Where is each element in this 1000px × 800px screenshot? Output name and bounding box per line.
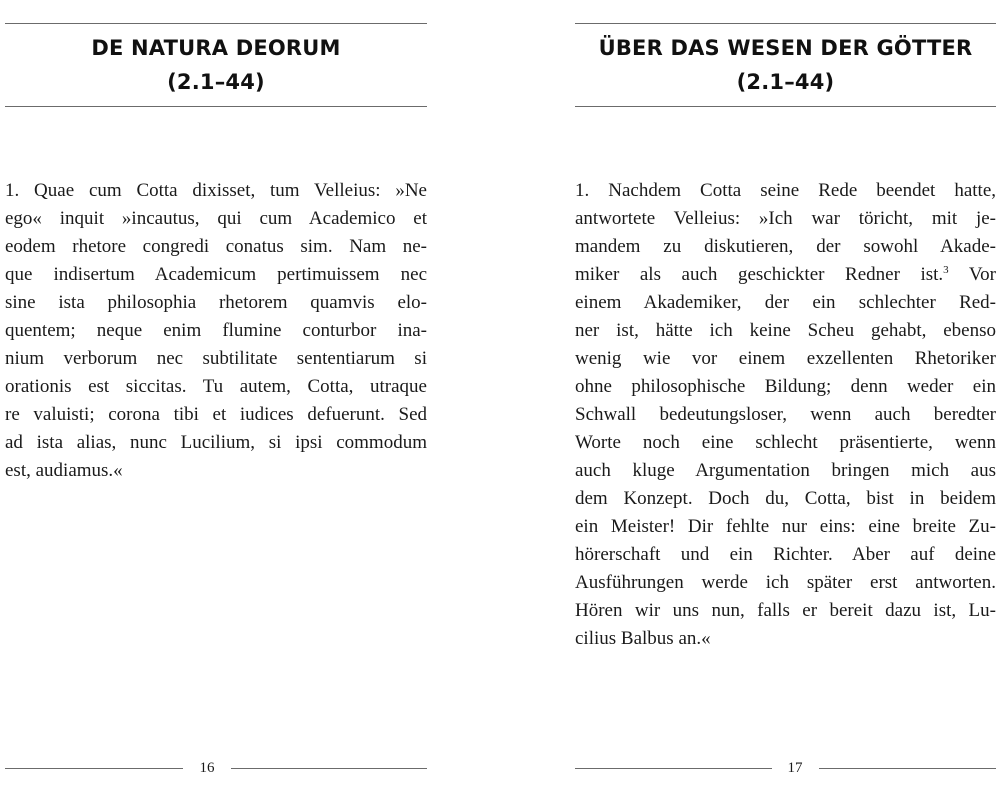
text-line: Hören wir uns nun, falls er bereit dazu ist, Lu- <box>575 600 996 621</box>
header-rule-bottom <box>575 106 996 107</box>
text-line: quentem; neque enim flumine conturbor ina- <box>5 320 427 341</box>
text-line: dem Konzept. Doch du, Cotta, bist in beidem <box>575 488 996 509</box>
page-footer <box>5 757 427 779</box>
text-line: Schwall bedeutungsloser, wenn auch beredter <box>575 404 996 425</box>
text-line: Ausführungen werde ich später erst antworten. <box>575 572 996 593</box>
text-line: eodem rhetore congredi conatus sim. Nam ne- <box>5 236 427 257</box>
german-paragraph <box>575 177 996 653</box>
footer-rule-right <box>819 768 996 769</box>
text-line: que indisertum Academicum pertimuissem nec <box>5 264 427 285</box>
text-line: sine ista philosophia rhetorem quamvis elo- <box>5 292 427 313</box>
page-footer <box>575 757 996 779</box>
section-range: (2.1–44) <box>736 70 835 94</box>
header-rule-top <box>5 23 427 24</box>
right-page <box>575 0 996 800</box>
text-line-with-footnote <box>575 261 996 289</box>
section-range: (2.1–44) <box>167 70 265 94</box>
text-line: cilius Balbus an.« <box>575 628 711 649</box>
footnote-mark: 3 <box>943 264 949 276</box>
text-line: re valuisti; corona tibi et iudices defuerunt. Sed <box>5 404 427 425</box>
page-title: DE NATURA DEORUM <box>91 36 341 60</box>
text-line: orationis est siccitas. Tu autem, Cotta, utraque <box>5 376 427 397</box>
header-rule-top <box>575 23 996 24</box>
text-line: hörerschaft und ein Richter. Aber auf deine <box>575 544 996 565</box>
text-line: nium verborum nec subtilitate sententiarum si <box>5 348 427 369</box>
text-line: 1. Nachdem Cotta seine Rede beendet hatte, <box>575 180 996 201</box>
text-line: auch kluge Argumentation bringen mich aus <box>575 460 996 481</box>
text-line: ein Meister! Dir fehlte nur eins: eine breite Zu- <box>575 516 996 537</box>
header-rule-bottom <box>5 106 427 107</box>
text-line: ego« inquit »incautus, qui cum Academico et <box>5 208 427 229</box>
page-number: 17 <box>787 760 803 776</box>
page-number: 16 <box>199 760 215 776</box>
text-line: 1. Quae cum Cotta dixisset, tum Velleius: »Ne <box>5 180 427 201</box>
footer-rule-left <box>5 768 183 769</box>
footer-rule-left <box>575 768 772 769</box>
text-fragment: Vor <box>968 264 996 285</box>
text-fragment: miker als auch geschickter Redner ist. <box>575 264 944 285</box>
text-line: einem Akademiker, der ein schlechter Red- <box>575 292 996 313</box>
text-line: est, audiamus.« <box>5 460 123 481</box>
text-line: Worte noch eine schlecht präsentierte, wenn <box>575 432 996 453</box>
text-line: ad ista alias, nunc Lucilium, si ipsi commodum <box>5 432 427 453</box>
footer-rule-right <box>231 768 427 769</box>
latin-paragraph <box>5 177 427 485</box>
left-page <box>5 0 427 800</box>
text-line: ohne philosophische Bildung; denn weder ein <box>575 376 996 397</box>
text-line: wenig wie vor einem exzellenten Rhetoriker <box>575 348 996 369</box>
text-line: ner ist, hätte ich keine Scheu gehabt, ebenso <box>575 320 996 341</box>
text-line: mandem zu diskutieren, der sowohl Akade- <box>575 236 996 257</box>
text-line: antwortete Velleius: »Ich war töricht, mit je- <box>575 208 996 229</box>
page-title: ÜBER DAS WESEN DER GÖTTER <box>598 36 973 60</box>
